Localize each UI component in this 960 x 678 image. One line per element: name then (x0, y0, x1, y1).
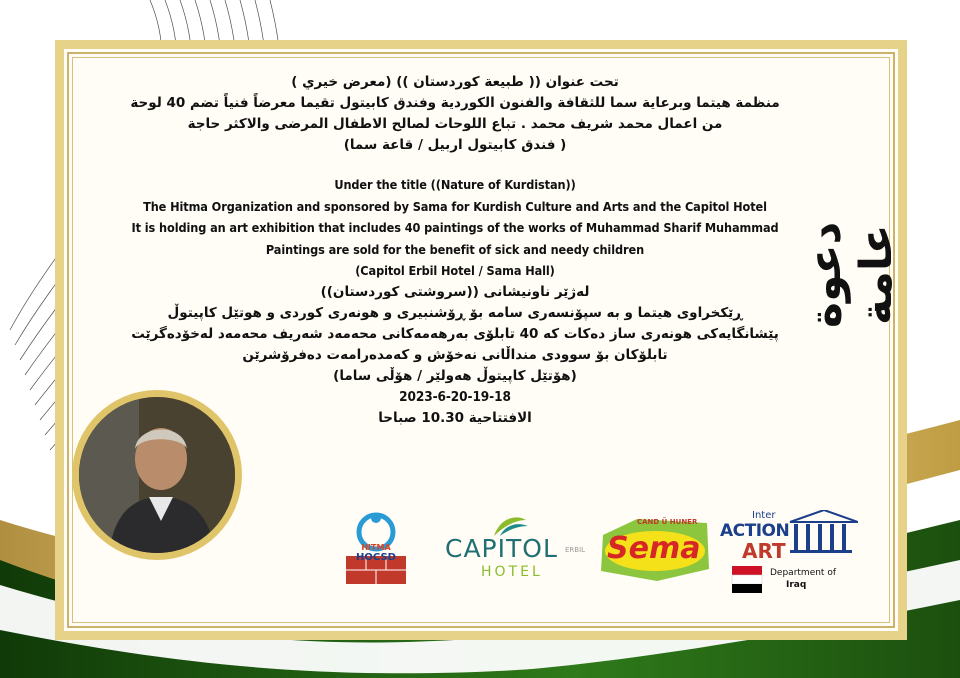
interaction-art-logo (718, 510, 858, 602)
capitol-tag: ERBIL (565, 546, 586, 554)
capitol-name: CAPITOL (445, 534, 558, 563)
english-line-4: Paintings are sold for the benefit of sick and needy children (265, 241, 645, 257)
interaction-top: Inter (752, 510, 776, 521)
arabic-line-4: ( فندق كابيتول اربيل / قاعة سما) (343, 137, 567, 153)
interaction-dept: Department of (770, 568, 836, 578)
sema-name: Sema (607, 531, 701, 566)
event-date: 2023-6-20-19-18 (399, 388, 511, 405)
english-line-5: (Capitol Erbil Hotel / Sama Hall) (355, 263, 555, 278)
portrait-photo (79, 397, 235, 553)
english-line-2: The Hitma Organization and sponsored by Sama for Kurdish Culture and Arts and the Capitol Hotel (143, 198, 767, 214)
arabic-line-3: من اعمال محمد شريف محمد . تباع اللوحات لصالح الاطفال المرضى والاكثر حاجة (187, 116, 723, 132)
kurdish-line-4: تابلۆکان بۆ سوودی منداڵانی نەخۆش و کەمدەرامەت دەفرۆشرێن (242, 346, 668, 363)
kurdish-line-5: (هۆتێل کاپیتوڵ هەولێر / هۆڵی ساما) (333, 367, 577, 384)
invitation-text (130, 72, 780, 429)
english-line-3: It is holding an art exhibition that includes 40 paintings of the works of Muhammad Sharif Muhammad (131, 220, 779, 235)
capitol-sub: HOTEL (481, 564, 543, 580)
capitol-hotel-logo (445, 512, 595, 584)
hitma-logo (336, 510, 416, 588)
hitma-logo-name: HITMA (361, 543, 391, 552)
artist-portrait (72, 390, 242, 560)
kurdish-line-3: پێشانگایەکی هونەری ساز دەکات کە 40 تابلۆی بەرهەمەکانی محەمەد شەریف محەمەد لەخۆدەگرێت (131, 325, 779, 342)
interaction-country: Iraq (786, 580, 807, 590)
interaction-line2: ART (742, 539, 786, 563)
arabic-line-1: تحت عنوان (( طبيعة كوردستان )) (معرض خيري ) (291, 74, 619, 90)
invitation-title: دعوة عامة (800, 221, 902, 329)
kurdish-line-1: لەژێر ناونیشانی ((سروشتی کوردستان)) (320, 283, 590, 300)
english-line-1: Under the title ((Nature of Kurdistan)) (334, 177, 576, 192)
opening-time: الافتتاحية 10.30 صباحا (378, 410, 532, 426)
kurdish-line-2: ڕێکخراوی هیتما و بە سپۆنسەری سامە بۆ ڕۆشنبیری و هونەری کوردی و هوتێل کاپیتوڵ (167, 304, 743, 321)
hitma-logo-sub: HOCSD (356, 552, 396, 563)
interaction-line1: ACTION (720, 521, 790, 541)
sema-top: CAND Ü HUNER (637, 518, 698, 526)
sema-logo (597, 515, 712, 585)
arabic-line-2: منظمة هيتما وبرعاية سما للثقافة والفنون الكوردية وفندق كابيتول تقيما معرضاً فنياً تضم 40 لوحة (130, 95, 780, 111)
